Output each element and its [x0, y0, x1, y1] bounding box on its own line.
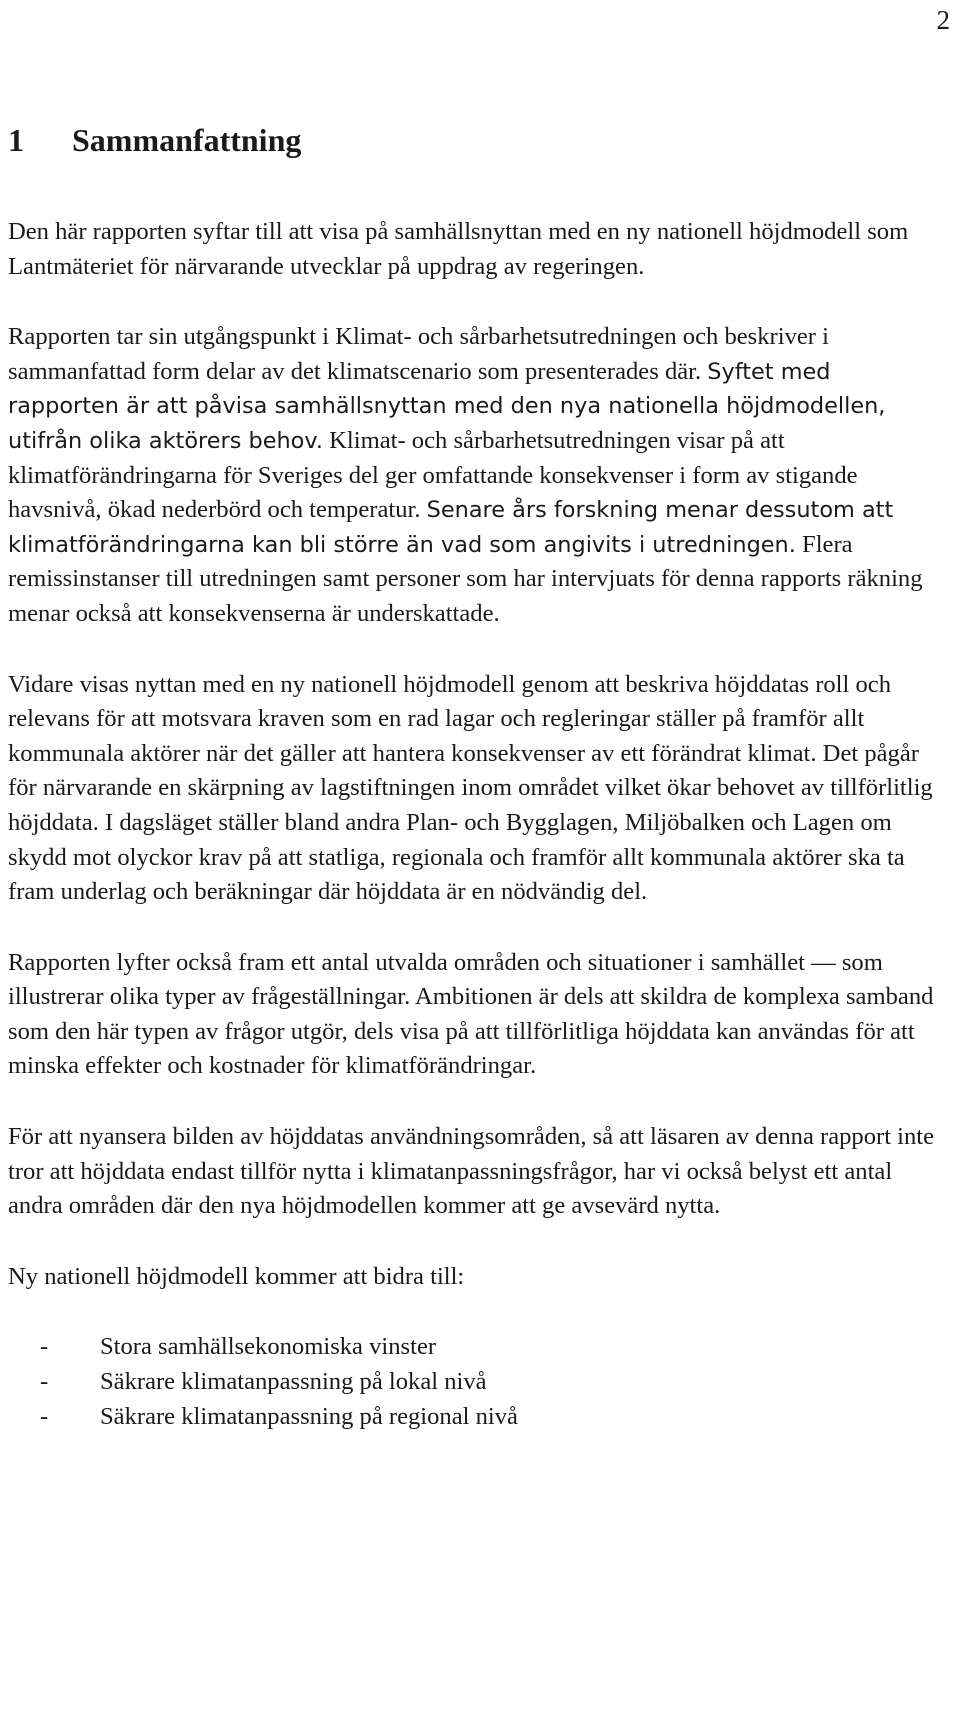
paragraph-text: Rapporten tar sin utgångspunkt i Klimat- och sårbarhetsutredningen och beskriver i sammanfattad form delar av det klimatscenario som presenterades där.	[8, 323, 829, 385]
paragraph-text-sans: Senare års forskning menar dessutom att klimatförändringarna kan bli större än vad som angivits i utredningen.	[8, 497, 894, 558]
section-title: Sammanfattning	[72, 122, 302, 158]
list-item-text: Säkrare klimatanpassning på lokal nivå	[100, 1368, 487, 1396]
list-item	[8, 1400, 948, 1435]
page-number: 2	[936, 5, 950, 35]
list-marker: -	[40, 1333, 49, 1361]
paragraph-intro: Den här rapporten syftar till att visa på samhällsnyttan med en ny nationell höjdmodell som Lantmäteriet för närvarande utvecklar på uppdrag av regeringen.	[8, 218, 909, 280]
list-marker: -	[40, 1368, 49, 1396]
list-item	[8, 1365, 948, 1400]
paragraph-list-intro: Ny nationell höjdmodell kommer att bidra till:	[8, 1262, 465, 1290]
paragraph-text: Flera remissinstanser till utredningen samt personer som har intervjuats för denna rapports räkning menar också att konsekvenserna är underskattade.	[8, 530, 923, 627]
list-item-text: Säkrare klimatanpassning på regional nivå	[100, 1402, 518, 1430]
list-marker: -	[40, 1402, 49, 1430]
list-item-text: Stora samhällsekonomiska vinster	[100, 1333, 437, 1361]
section-number: 1	[8, 122, 24, 158]
paragraph-selected-areas: Rapporten lyfter också fram ett antal utvalda områden och situationer i samhället — som illustrerar olika typer av frågeställningar. Ambitionen är dels att skildra de komplexa samband som den här typen av frågor utgör, dels visa på att tillförlitliga höjddata kan användas för att minska effekter och kostnader för klimatförändringar.	[8, 948, 934, 1080]
paragraph-legislation: Vidare visas nyttan med en ny nationell höjdmodell genom att beskriva höjddatas roll och relevans för att motsvara kraven som en rad lagar och regleringar ställer på framför allt kommunala aktörer när det gäller att hantera konsekvenser av ett förändrat klimat. Det pågår för närvarande en skärpning av lagstiftningen inom området vilket ökar behovet av tillförlitlig höjddata. I dagsläget ställer bland andra Plan- och Bygglagen, Miljöbalken och Lagen om skydd mot olyckor krav på att statliga, regionala och framför allt kommunala aktörer ska ta fram underlag och beräkningar där höjddata är en nödvändig del.	[8, 670, 933, 906]
paragraph-climate-scenario	[8, 320, 948, 631]
benefit-list	[8, 1330, 948, 1434]
document-body	[8, 215, 948, 1434]
paragraph-other-areas: För att nyansera bilden av höjddatas användningsområden, så att läsaren av denna rapport inte tror att höjddata endast tillför nytta i klimatanpassningsfrågor, har vi också belyst ett antal andra områden där den nya höjdmodellen kommer att ge avsevärd nytta.	[8, 1123, 935, 1220]
section-heading	[8, 120, 301, 160]
paragraph-text-sans: Syftet med rapporten är att påvisa samhällsnyttan med den nya nationella höjdmodellen, utifrån olika aktörers behov.	[8, 358, 886, 454]
paragraph-text: Klimat- och sårbarhetsutredningen visar på att klimatförändringarna för Sveriges del ger omfattande konsekvenser i form av stigande havsnivå, ökad nederbörd och temperatur.	[8, 426, 858, 524]
list-item	[8, 1330, 948, 1365]
